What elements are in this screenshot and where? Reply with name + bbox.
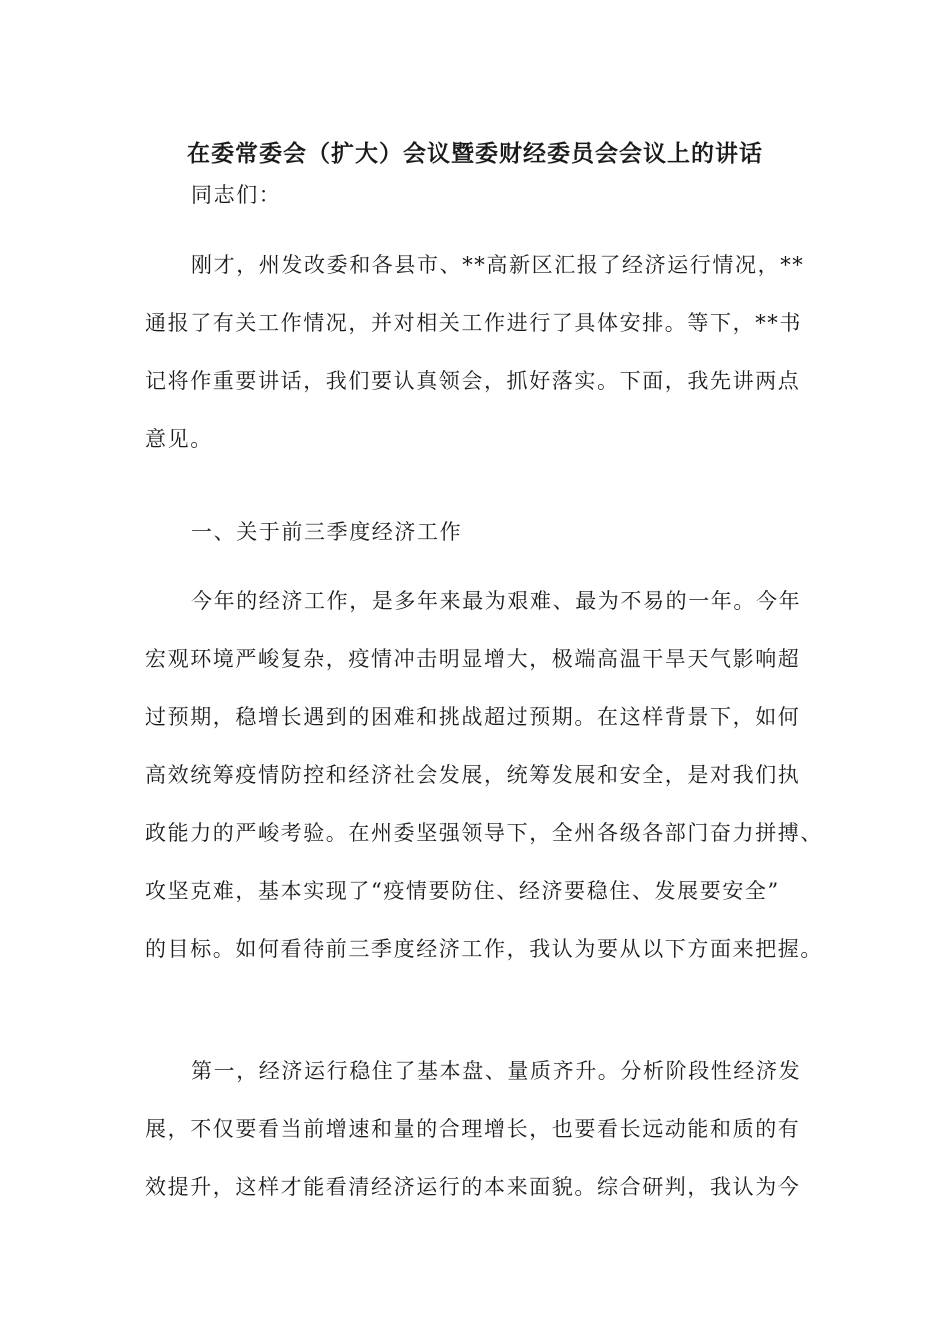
paragraph-line: 宏观环境严峻复杂，疫情冲击明显增大，极端高温干旱天气影响超 bbox=[145, 647, 801, 671]
section-heading bbox=[145, 503, 825, 561]
salutation bbox=[145, 166, 825, 224]
document-title: 在委常委会（扩大）会议暨委财经委员会会议上的讲话 bbox=[187, 140, 763, 167]
paragraph-review bbox=[145, 572, 825, 978]
paragraph-line: 意见。 bbox=[145, 427, 213, 451]
paragraph-first-point bbox=[145, 1042, 825, 1216]
paragraph-line: 刚才，州发改委和各县市、**高新区汇报了经济运行情况，** bbox=[191, 253, 805, 277]
paragraph-line: 通报了有关工作情况，并对相关工作进行了具体安排。等下，**书 bbox=[145, 311, 802, 335]
paragraph-line: 高效统筹疫情防控和经济社会发展，统筹发展和安全，是对我们执 bbox=[145, 763, 801, 787]
paragraph-line: 记将作重要讲话，我们要认真领会，抓好落实。下面，我先讲两点 bbox=[145, 369, 801, 393]
salutation-text: 同志们： bbox=[191, 183, 282, 207]
paragraph-line: 第一，经济运行稳住了基本盘、量质齐升。分析阶段性经济发 bbox=[191, 1059, 802, 1083]
paragraph-line: 展，不仅要看当前增速和量的合理增长，也要看长远动能和质的有 bbox=[145, 1117, 801, 1141]
paragraph-line: 过预期，稳增长遇到的困难和挑战超过预期。在这样背景下，如何 bbox=[145, 705, 801, 729]
paragraph-line: 攻坚克难，基本实现了“疫情要防住、经济要稳住、发展要安全” bbox=[145, 879, 780, 903]
paragraph-line: 今年的经济工作，是多年来最为艰难、最为不易的一年。今年 bbox=[191, 589, 802, 613]
paragraph-line: 政能力的严峻考验。在州委坚强领导下，全州各级各部门奋力拼搏、 bbox=[145, 821, 823, 845]
paragraph-line: 的目标。如何看待前三季度经济工作，我认为要从以下方面来把握。 bbox=[145, 937, 823, 961]
section-heading-text: 一、关于前三季度经济工作 bbox=[191, 520, 463, 544]
paragraph-opening bbox=[145, 236, 825, 468]
paragraph-line: 效提升，这样才能看清经济运行的本来面貌。综合研判，我认为今 bbox=[145, 1175, 801, 1199]
